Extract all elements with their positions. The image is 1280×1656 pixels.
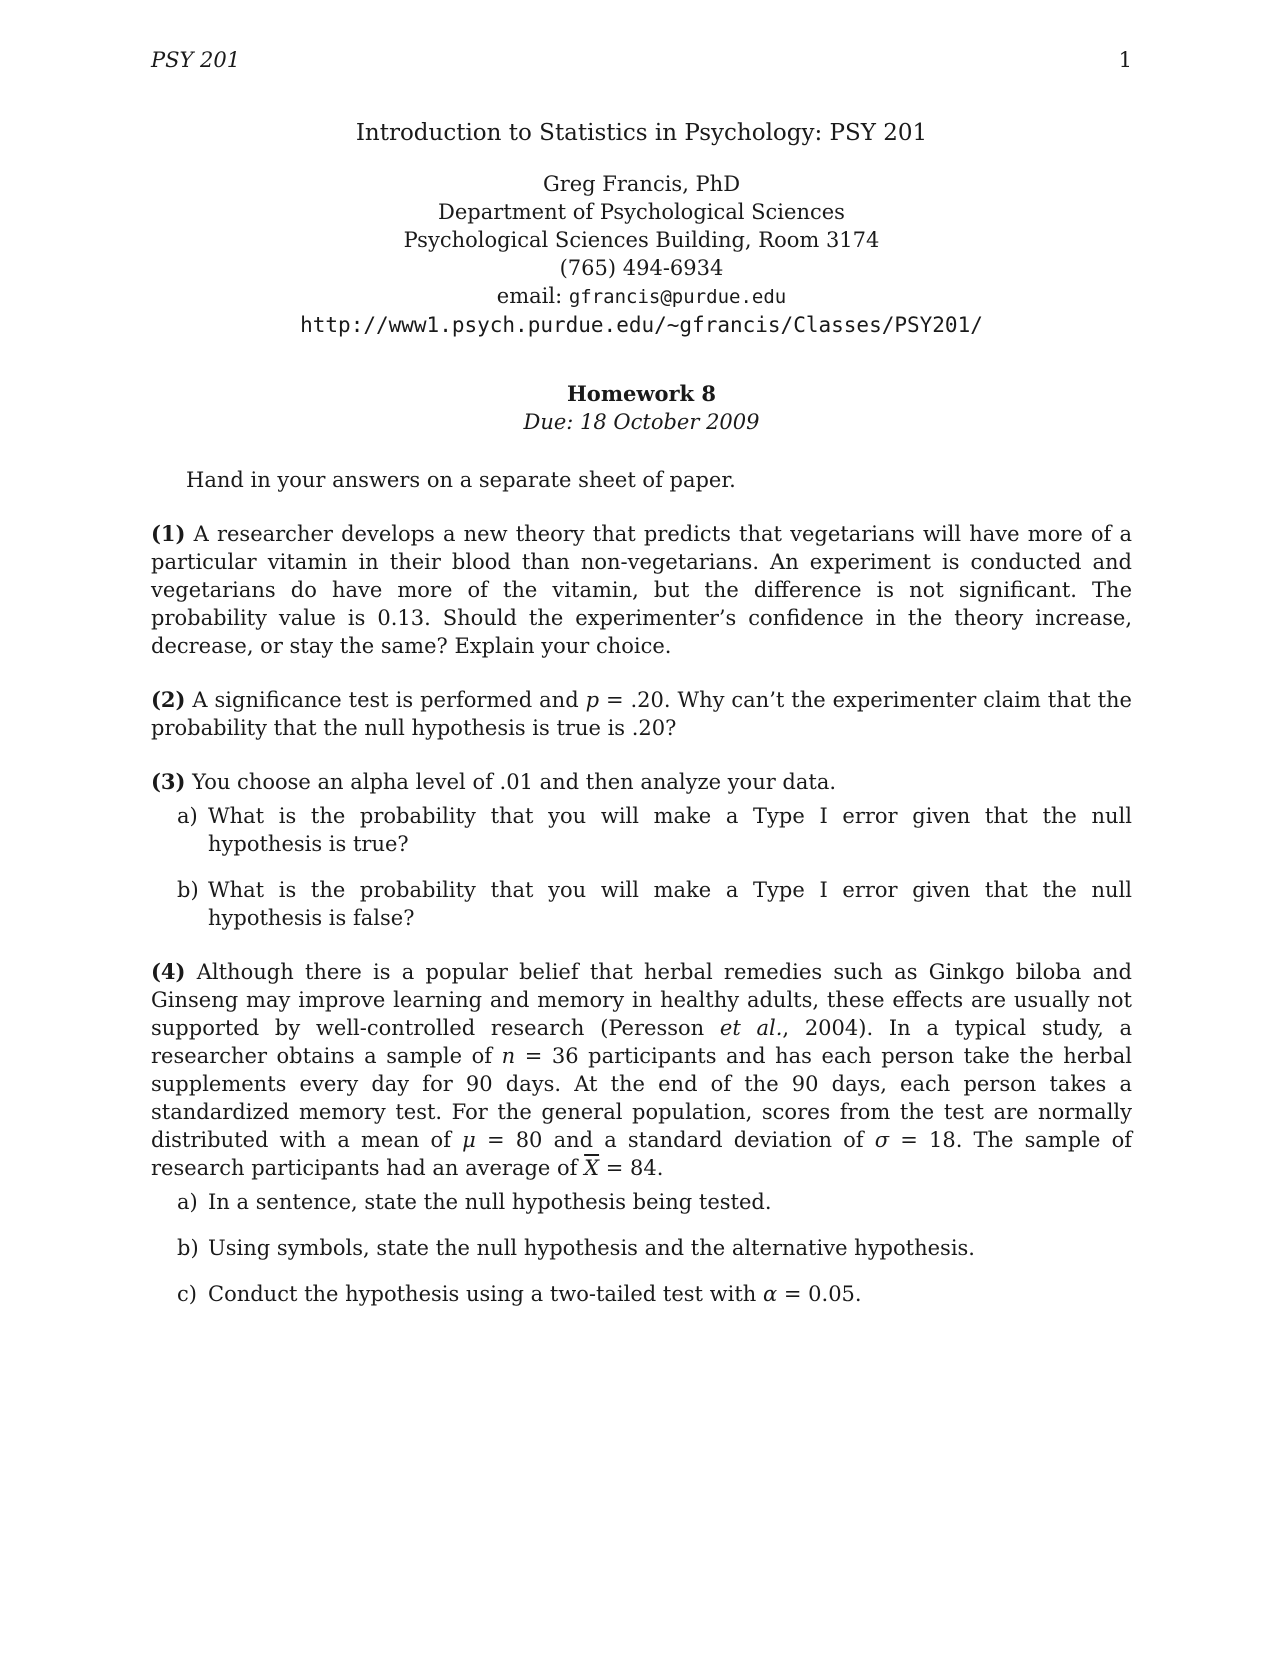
sub-question (151, 1188, 1132, 1216)
math-mu: μ (462, 1128, 476, 1152)
instruction-text: Hand in your answers on a separate sheet of paper. (186, 468, 736, 492)
sub-question-text: Using symbols, state the null hypothesis and the alternative hypothesis. (208, 1236, 975, 1260)
question-1 (151, 520, 1132, 660)
course-url: http://www1.psych.purdue.edu/~gfrancis/Classes/PSY201/ (300, 313, 983, 337)
question-number: (3) (151, 769, 186, 794)
sub-question-list (151, 1188, 1132, 1308)
question-text: = 80 and a standard deviation of (486, 1128, 864, 1152)
math-sigma: σ (874, 1128, 890, 1152)
sub-question-text: What is the probability that you will make a Type I error given that the null hypothesis is true? (208, 804, 1132, 856)
math-xbar: $\overline{X}$ (584, 1156, 600, 1180)
question-text: Although there is a popular belief that herbal remedies such as Ginkgo biloba and Ginseng may improve learning and memory in healthy adults, these effects are usually not supported by well-controlled research (Peresson (151, 960, 1132, 1040)
question-number: (2) (151, 687, 186, 712)
sub-question-label: c) (177, 1282, 197, 1306)
office-location: Psychological Sciences Building, Room 3174 (403, 228, 880, 252)
department: Department of Psychological Sciences (438, 200, 845, 224)
sub-question (151, 876, 1132, 932)
question-text: , 2004). In a typical study, a researcher obtains a sample of (151, 1016, 1132, 1068)
sub-question-text: In a sentence, state the null hypothesis being tested. (208, 1190, 772, 1214)
document-title: Introduction to Statistics in Psychology: PSY 201 (355, 120, 928, 146)
sub-question-label: b) (177, 878, 199, 902)
question-text: = 36 participants and has each person take the herbal supplements every day for 90 days. At the end of the 90 days, each person takes a standardized memory test. For the general population, scores from the test are normally distributed with a mean of (151, 1044, 1132, 1152)
document-page (151, 0, 1132, 1656)
question-4 (151, 958, 1132, 1308)
question-text: A researcher develops a new theory that predicts that vegetarians will have more of a particular vitamin in their blood than non-vegetarians. An experiment is conducted and vegetarians do have more of the vitamin, but the difference is not significant. The probability value is 0.13. Should the experimenter’s confidence in the theory increase, decrease, or stay the same? Explain your choice. (151, 522, 1132, 658)
phone-number: (765) 494-6934 (559, 256, 724, 280)
question-3 (151, 768, 1132, 932)
running-header (151, 46, 1132, 74)
question-text: = 84. (605, 1156, 664, 1180)
sub-question (151, 802, 1132, 858)
title-block (151, 118, 1132, 339)
author-name: Greg Francis, PhD (542, 172, 741, 196)
homework-heading (151, 380, 1132, 436)
sub-question-text: = 0.05. (783, 1282, 862, 1306)
page-number: 1 (1118, 48, 1132, 72)
sub-question (151, 1280, 1132, 1308)
question-text: You choose an alpha level of .01 and then analyze your data. (192, 770, 837, 794)
email-address: gfrancis@purdue.edu (568, 286, 787, 308)
homework-title: Homework 8 (566, 381, 717, 406)
homework-content (151, 466, 1132, 1334)
question-number: (4) (151, 959, 186, 984)
question-text: = 18. The sample of research participants had an average of (151, 1128, 1132, 1180)
sub-question-text: What is the probability that you will make a Type I error given that the null hypothesis is false? (208, 878, 1132, 930)
question-text: A significance test is performed and (192, 688, 579, 712)
due-date: Due: 18 October 2009 (523, 410, 760, 434)
sub-question-label: a) (177, 1190, 198, 1214)
sub-question-label: a) (177, 804, 198, 828)
question-2 (151, 686, 1132, 742)
sub-question-text: Conduct the hypothesis using a two-tailed test with (208, 1282, 757, 1306)
question-number: (1) (151, 521, 186, 546)
email-label: email: (496, 284, 563, 308)
sub-question-label: b) (177, 1236, 199, 1260)
citation-et-al: et al. (719, 1016, 783, 1040)
math-alpha: α (763, 1282, 778, 1306)
math-p: p (585, 688, 600, 712)
question-text: = .20. Why can’t the experimenter claim that the probability that the null hypothesis is true is .20? (151, 688, 1132, 740)
sub-question (151, 1234, 1132, 1262)
email-line (151, 282, 1132, 311)
sub-question-list (151, 802, 1132, 932)
math-n: n (501, 1044, 516, 1068)
course-code: PSY 201 (151, 48, 241, 72)
